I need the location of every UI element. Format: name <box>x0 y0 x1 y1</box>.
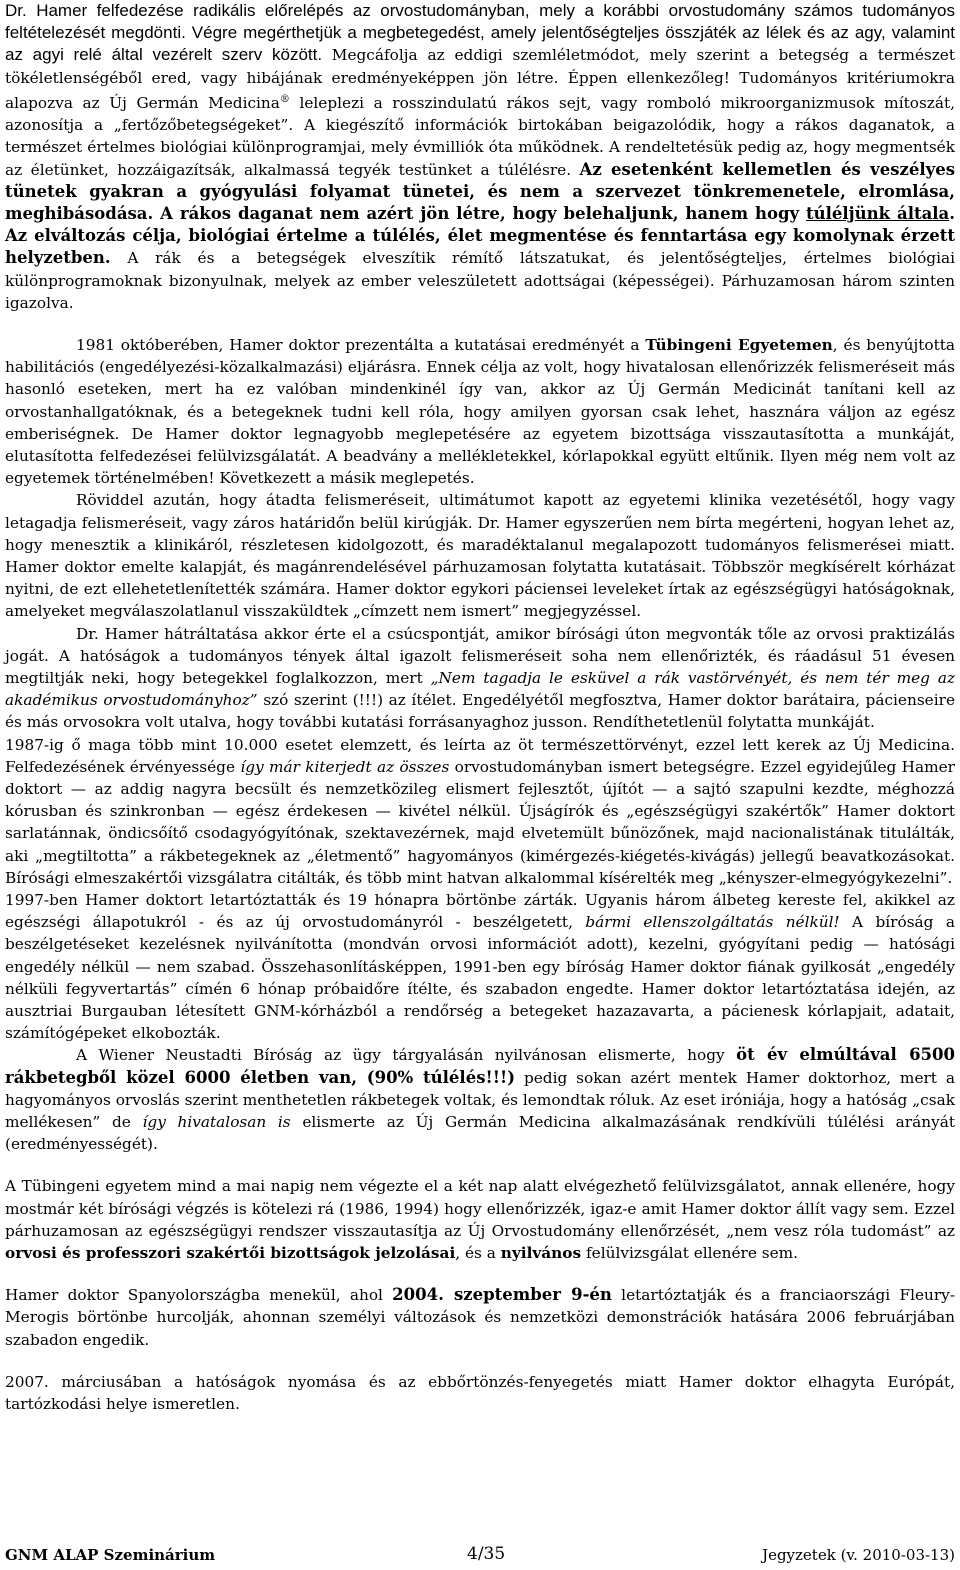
tubingen-text-a: 1981 októberében, Hamer doktor prezentálta a kutatásai eredményét a <box>76 335 646 354</box>
intro-bold-end: . Az elváltozás célja, biológiai értelme a túlélés, élet megmentése és fenntartása egy komolynak érzett helyzetben. <box>5 203 955 268</box>
footer-notes-version: Jegyzetek (v. 2010-03-13) <box>762 1546 955 1564</box>
license-quote: „Nem tagadja le esküvel a rák vastörvényét, és nem tér meg az akadémikus orvostudományhoz” <box>5 668 955 710</box>
intro-bold: Az esetenként kellemetlen és veszélyes tünetek gyakran a gyógyulási folyamat tünetei, és nem a szervezet tönkremenetele, elromlása, meghibásodása. A rákos daganat nem azért jön létre, hogy belehaljunk, hanem hogy <box>5 159 955 223</box>
p1997-text-c: A bíróság a beszélgetéseket kezelésnek nyilvánította (mondván orvosi információt adott), kezelni, gyógyítani pedig — hatósági engedély nélkül — nem szabad. Összehasonlításképpen, 1991-ben egy bíróság Hamer doktor fiának gyilkosát „engedély nélküli fegyvertartás” címén 6 hónap próbaidőre ítélte, és szabadon engedte. Hamer doktor letartóztatása idején, az ausztriai Burgauban létesített GNM-kórházból a rendőrség a betegeket hazazavarta, a pácienesk kórlapjait, adatait, számítógépeket elkobozták. <box>5 913 955 1043</box>
intro-text: Megcáfolja az eddigi szemléletmódot, mely szerint a betegség a természet tökéletlenségéből ered, vagy hibájának eredményeképpen jön létre. Éppen ellenkezőleg! Tudományos kritériumokra alapozva az Új Germán Medicina <box>5 46 955 112</box>
paragraph-review <box>5 1175 955 1264</box>
wn-text-d: elismerte az Új Germán Medicina alkalmazásának rendkívüli túlélési arányát (eredményességét). <box>5 1113 955 1154</box>
p1987-italic: így már kiterjedt az összes <box>240 757 450 776</box>
review-text-a: A Tübingeni egyetem mind a mai napig nem végezte el a két nap alatt elvégezhető felülvizsgálatot, annak ellenére, hogy mostmár két bírósági végzés is kötelezi rá (1986, 1994) hogy ellenőrizzék, igaz-e amit Hamer doktor állít vagy sem. Ezzel párhuzamosan az egészségügyi rendszer visszautasítja az Új Orvostudomány ellenőrzését, „nem vesz róla tudomást” az <box>5 1177 955 1240</box>
tubingen-university: Tübingeni Egyetemen <box>645 335 833 354</box>
spain-text-a: Hamer doktor Spanyolországba menekül, ahol <box>5 1286 393 1305</box>
document-body <box>5 0 955 1415</box>
license-text-c: szó szerint (!!!) az ítélet. Engedélyétől megfosztva, Hamer doktor barátaira, pácienseire és más orvosokra volt utalva, hogy további kutatási forrásanyaghoz jusson. Rendíthetetlenül folytatta munkáját. <box>5 691 955 732</box>
paragraph-intro <box>5 0 955 314</box>
intro-text-cont: leleplezi a rosszindulatú rákos sejt, vagy romboló mikroorganizmusok mítoszát, azonosítja a „fertőzőbetegségeket”. A kiegészítő információk birtokában beigazolódik, hogy a rákos daganatok, a természet értelmes biológiai különprogramjai, mely évmilliók óta működnek. A rendeltetésük pedig az, hogy megmentsék az életünket, hozzáigazítsák, alkalmassá tegyék testünket a túlélésre. <box>5 93 955 179</box>
wn-text-a: A Wiener Neustadti Bíróság az ügy tárgyalásán nyilvánosan elismerte, hogy <box>76 1046 737 1065</box>
footer-seminar: GNM ALAP Szeminárium <box>5 1546 216 1564</box>
paragraph-tubingen <box>5 334 955 489</box>
p1997-italic: bármi ellenszolgáltatás nélkül! <box>585 913 840 932</box>
footer-page-number: 4/35 <box>467 1544 506 1564</box>
spain-text-c: letartóztatják és a franciaországi Fleury-Merogis börtönbe hurcolják, ahonnan személyi változások és nemzetközi demonstrációk hatására 2006 februárjában szabadon engedik. <box>5 1286 955 1349</box>
intro-text-sans: Dr. Hamer felfedezése radikális előrelépés az orvostudományban, mely a korábbi orvostudomány számos tudományos feltételezését megdönti. Végre megérthetjük a megbetegedést, amely jelentőségteljes összjáték az lélek és az agy, valamint az agyi relé által vezérelt szerv között. <box>5 1 955 65</box>
p1987-text-c: orvostudományban ismert betegségre. Ezzel egyidejűleg Hamer doktort — az addig nagyra becsült és nemzetközileg elismert fejlesztőt, újítót — a sajtó szapulni kezdte, méghozzá kórusban és szinkronban — egész érdekesen — kivétel nélkül. Újságírók és „egészségügyi szakértők” Hamer doktort sarlatánnak, öndicsőítő csodagyógyítónak, szektavezérnek, majd elvetemült bűnözőnek, majd nacionalistának titulálták, aki „megtiltotta” a rákbetegeknek az „életmentő” hagyományos (kimérgezés-kiégetés-kivágás) jellegű beavatkozásokat. Bírósági elmeszakértői vizsgálatra citálták, és több mint hatvan alkalommal kísérelték meg „kényszer-elmegyógykezelni”. <box>5 757 955 887</box>
paragraph-wiener-neustadt <box>5 1044 955 1155</box>
paragraph-ultimatum: Röviddel azután, hogy átadta felismeréseit, ultimátumot kapott az egyetemi klinika vezetésétől, hogy vagy letagadja felismeréseit, vagy záros határidőn belül kirúgják. Dr. Hamer egyszerűen nem bírta megérteni, hogyan lehet az, hogy menesztik a klinikáról, részletesen kidolgozott, és maradéktalanul megalapozott tudományos felismerései miatt. Hamer doktor emelte kalapját, és magánrendelésével párhuzamosan folytatta kutatásait. Többször megkísérelt kórházat nyitni, de ezt ellehetetlenítették számára. Hamer doktor egykori páciensei leveleket írtak az egészségügyi hatóságoknak, amelyeket megválaszolatlanul visszaküldtek „címzett nem ismert” megjegyzéssel. <box>5 491 955 621</box>
intro-bold-underlined: túléljünk általa <box>806 203 950 223</box>
paragraph-spain <box>5 1284 955 1351</box>
paragraph-license <box>5 623 955 734</box>
page-footer <box>5 1546 955 1568</box>
wn-text-c: pedig sokan azért mentek Hamer doktorhoz, mert a hagyományos orvoslás szerint menthetetlen rákbetegek voltak, és lemondtak róluk. Az eset iróniája, hogy a hatóság „csak mellékesen” de <box>5 1068 955 1132</box>
registered-mark: ® <box>279 93 290 105</box>
review-text-c: , és a <box>455 1244 501 1263</box>
p1997-text-a: 1997-ben Hamer doktort letartóztatták és 19 hónapra börtönbe zárták. Ugyanis három álbeteg kereste fel, akikkel az egészségi állapotukról - és az új orvostudományról - beszélgetett, <box>5 891 955 932</box>
intro-text-end: A rák és a betegségek elveszítik rémítő látszatukat, és jelentőségteljes, értelmes biológiai különprogramoknak bizonyulnak, melyek az ember veleszületett adottságai (képességei). Párhuzamosan három szinten igazolva. <box>5 249 955 312</box>
spain-date: 2004. szeptember 9-én <box>392 1285 612 1305</box>
p1987-text-a: 1987-ig ő maga több mint 10.000 esetet elemzett, és leírta az öt természettörvényt, ezzel lett kerek az Új Medicina. Felfedezésének érvényessége <box>5 735 955 776</box>
paragraph-1997 <box>5 889 955 1044</box>
review-bold-2: nyilvános <box>500 1244 582 1263</box>
wn-italic: így hivatalosan is <box>142 1113 291 1132</box>
license-text-a: Dr. Hamer hátráltatása akkor érte el a csúcspontját, amikor bírósági úton megvonták tőle az orvosi praktizálás jogát. A hatóságok a tudományos tények által igazolt felismeréseit soha nem ellenőrizték, és ráadásul 51 évesen megtiltják neki, hogy betegekkel foglalkozzon, mert <box>5 624 955 687</box>
review-text-d: felülvizsgálat ellenére sem. <box>581 1244 799 1263</box>
wn-bold: öt év elmúltával 6500 rákbetegből közel 6000 életben van, (90% túlélés!!!) <box>5 1045 955 1087</box>
tubingen-text-c: , és benyújtotta habilitációs (engedélyezési-közalkalmazási) eljárásra. Ennek célja az volt, hogy hivatalosan ellenőrizzék felismeréseit más hasonló eseteken, mert ha ez valóban mindenkinél így van, akkor az Új Germán Medicinát tanítani kell az orvostanhallgatóknak, és a betegeknek tudni kell róla, hogy amilyen gyorsan csak lehet, hasznára váljon az egész emberiségnek. De Hamer doktor legnagyobb meglepetésére az egyetem bizottsága visszautasította a munkáját, elutasította felfedezései felülvizsgálatát. A beadvány a mellékletekkel, kórlapokkal együtt eltűnik. Ilyen még nem volt az egyetemek történelmében! Következett a másik meglepetés. <box>5 335 955 488</box>
paragraph-2007: 2007. márciusában a hatóságok nyomása és az ebbőrtönzés-fenyegetés miatt Hamer doktor elhagyta Európát, tartózkodási helye ismeretlen. <box>5 1372 955 1414</box>
paragraph-1987 <box>5 734 955 889</box>
review-bold: orvosi és professzori szakértői bizottságok jelzolásai <box>5 1244 456 1263</box>
